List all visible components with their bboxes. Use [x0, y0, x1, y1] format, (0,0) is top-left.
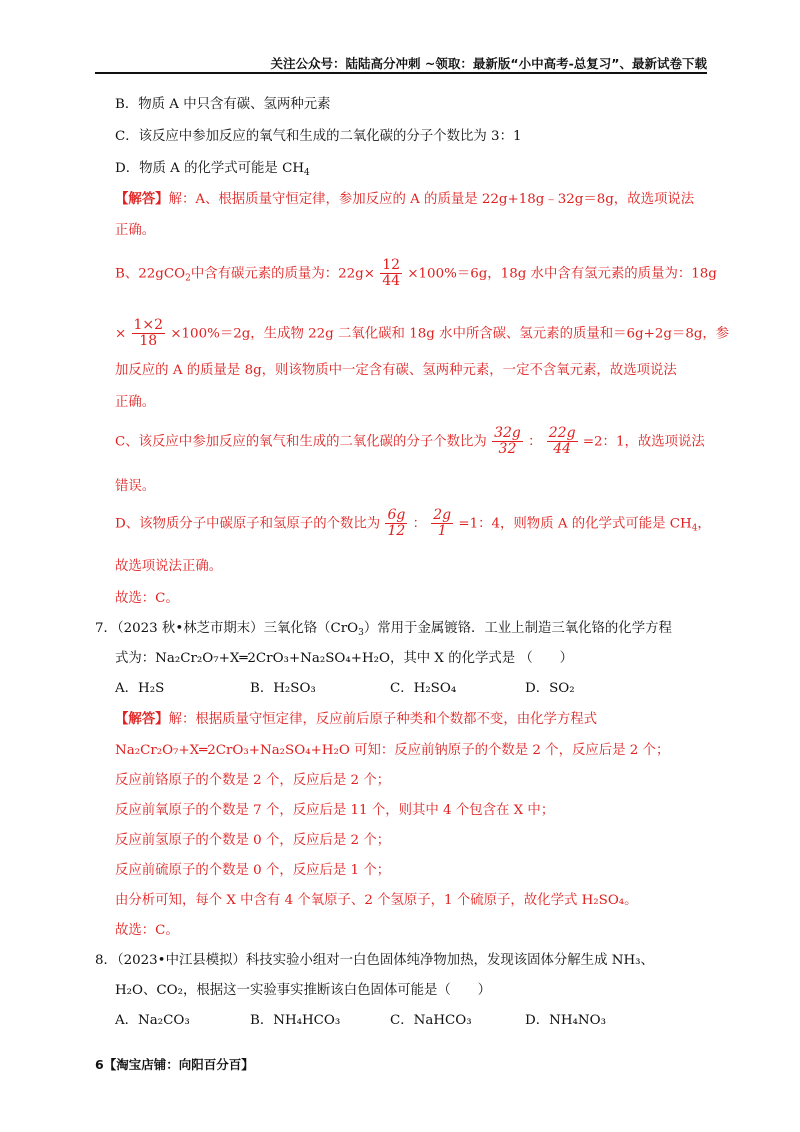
q7-choice: 故选：C。 — [115, 923, 179, 938]
fraction-12-44: $\frac{12}{44}$ — [382, 257, 401, 290]
fraction-32g-32: $\frac{32g}{32}$ — [494, 425, 521, 458]
q8-option-a: A．Na₂CO₃ — [115, 1013, 190, 1028]
q8-stem: 8．（2023•中江县模拟）科技实验小组对一白色固体纯净物加热，发现该固体分解生成 NH₃、 — [95, 953, 654, 968]
q8-stem-cont: H₂O、CO₂，根据这一实验事实推断该白色固体可能是（ ） — [115, 983, 491, 998]
page-footer: 6【淘宝店铺：向阳百分百】 — [95, 1057, 254, 1072]
q7-answer-line2: Na₂Cr₂O₇+X═2CrO₃+Na₂SO₄+H₂O 可知：反应前钠原子的个数是 2 个，反应后是 2 个； — [115, 743, 670, 758]
answer-tag: 【解答】 — [115, 711, 169, 727]
fraction-2g-1: $\frac{2g}{1}$ — [433, 507, 452, 540]
q7-option-a: A．H₂S — [115, 681, 165, 696]
q7-answer: 【解答】解：根据质量守恒定律，反应前后原子种类和个数都不变，由化学方程式 — [115, 711, 598, 727]
q6-choice: 故选：C。 — [115, 591, 179, 606]
q7-stem: 7．（2023 秋•林芝市期末）三氧化铬（CrO$_3$）常用于金属镀铬．工业上制造三氧化铬的化学方程 — [95, 621, 672, 638]
q8-option-c: C．NaHCO₃ — [390, 1013, 472, 1028]
q7-option-b: B．H₂SO₃ — [250, 681, 316, 696]
fraction-22g-44: $\frac{22g}{44}$ — [548, 425, 576, 458]
fraction-1x2-18: $\frac{1\times 2}{18}$ — [133, 317, 164, 350]
q7-answer-line3: 反应前铬原子的个数是 2 个，反应后是 2 个； — [115, 773, 391, 788]
q7-stem-cont: 式为：Na₂Cr₂O₇+X═2CrO₃+Na₂SO₄+H₂O，其中 X 的化学式是 （ ） — [115, 651, 573, 666]
q6-option-c: C．该反应中参加反应的氧气和生成的二氧化碳的分子个数比为 3：1 — [115, 129, 522, 144]
q6-answer-b: B、22gCO$_2$中含有碳元素的质量为：22g× $\frac{12}{44}$ ×100%＝6g，18g 水中含有氢元素的质量为：18g — [115, 257, 717, 290]
q6-answer-d-cont: 故选项说法正确。 — [115, 559, 223, 574]
q6-option-d: D．物质 A 的化学式可能是 $CH_4$ — [115, 161, 310, 178]
q7-answer-line5: 反应前氢原子的个数是 0 个，反应后是 2 个； — [115, 833, 391, 848]
q6-answer-b-cont: × $\frac{1\times 2}{18}$ ×100%＝2g，生成物 22g 二氧化碳和 18g 水中所含碳、氢元素的质量和＝6g+2g＝8g，参 — [115, 317, 730, 350]
page-header: 关注公众号：陆陆高分冲刺 ~领取：最新版“小中高考-总复习”、最新试卷下载 — [270, 56, 707, 71]
answer-tag: 【解答】 — [115, 191, 169, 207]
q7-answer-line4: 反应前氧原子的个数是 7 个，反应后是 11 个，则其中 4 个包含在 X 中； — [115, 803, 555, 818]
q6-answer-d: D、该物质分子中碳原子和氢原子的个数比为 $\frac{6g}{12}$ ： $\frac{2g}{1}$ =1：4，则物质 A 的化学式可能是 $CH_4$， — [115, 507, 711, 540]
fraction-6g-12: $\frac{6g}{12}$ — [387, 507, 406, 540]
q7-option-c: C．H₂SO₄ — [390, 681, 457, 696]
q6-answer-a-cont: 正确。 — [115, 223, 156, 238]
q7-option-d: D．SO₂ — [525, 681, 575, 696]
q8-option-b: B．NH₄HCO₃ — [250, 1013, 341, 1028]
header-divider — [95, 72, 707, 74]
q8-option-d: D．NH₄NO₃ — [525, 1013, 606, 1028]
q6-answer-c: C、该反应中参加反应的氧气和生成的二氧化碳的分子个数比为 $\frac{32g}{32}$ ： $\frac{22g}{44}$ =2：1，故选项说法 — [115, 425, 705, 458]
q6-answer-c-cont: 错误。 — [115, 479, 156, 494]
q6-answer-b-cont3: 正确。 — [115, 395, 156, 410]
q6-answer-b-cont2: 加反应的 A 的质量是 8g，则该物质中一定含有碳、氢两种元素，一定不含氧元素，故选项说法 — [115, 363, 677, 378]
q7-answer-line7: 由分析可知，每个 X 中含有 4 个氧原子、2 个氢原子，1 个硫原子，故化学式 H₂SO₄。 — [115, 893, 638, 908]
q6-option-b: B．物质 A 中只含有碳、氢两种元素 — [115, 97, 331, 112]
q7-answer-line6: 反应前硫原子的个数是 0 个，反应后是 1 个； — [115, 863, 391, 878]
q6-answer-a: 【解答】解：A、根据质量守恒定律，参加反应的 A 的质量是 22g+18g﹣32g＝8g，故选项说法 — [115, 191, 695, 207]
